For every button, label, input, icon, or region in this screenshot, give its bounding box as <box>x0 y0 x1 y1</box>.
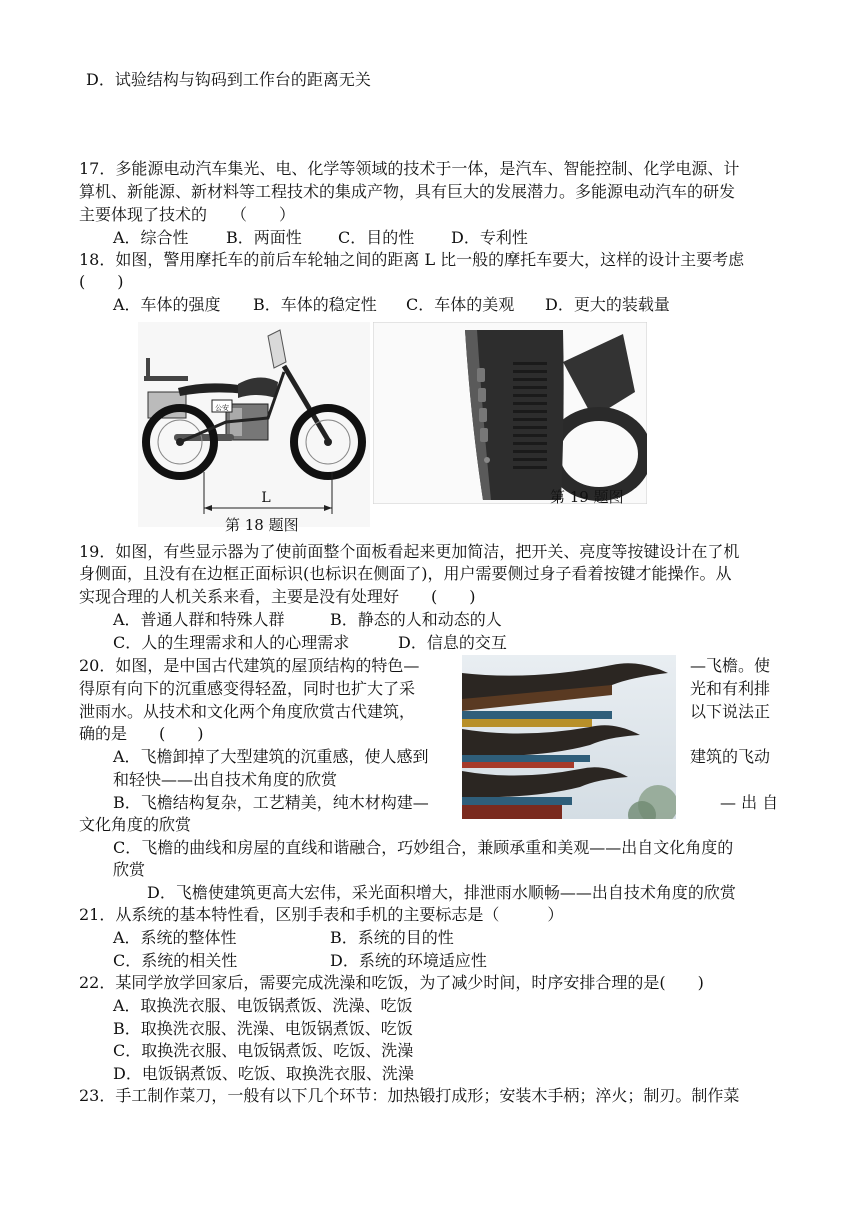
q21-option-c: C．系统的相关性 <box>113 951 238 970</box>
q17-stem-line-1: 17．多能源电动汽车集光、电、化学等领域的技术于一体，是汽车、智能控制、化学电源、计 <box>79 159 740 178</box>
q20-option-b-line-1a: B．飞檐结构复杂，工艺精美，纯木材构建— <box>113 793 429 812</box>
q16-option-d: D．试验结构与钩码到工作台的距离无关 <box>86 70 371 89</box>
plate-text: 公安 <box>215 404 229 412</box>
q19-option-c: C．人的生理需求和人的心理需求 <box>113 633 350 652</box>
q19-stem-line-2: 身侧面，且没有在边框正面标识(也标识在侧面了)，用户需要侧过身子看着按键才能操作。从 <box>79 564 732 583</box>
q20-option-a-line-1b: 建筑的飞动 <box>690 747 771 766</box>
q17-stem-line-2: 算机、新能源、新材料等工程技术的集成产物，具有巨大的发展潜力。多能源电动汽车的研发 <box>79 182 736 201</box>
q18-option-b: B．车体的稳定性 <box>253 295 377 314</box>
q19-option-a: A．普通人群和特殊人群 <box>113 610 285 629</box>
q19-option-d: D．信息的交互 <box>398 633 507 652</box>
q19-option-b: B．静态的人和动态的人 <box>330 610 502 629</box>
dimension-label: L <box>261 490 271 506</box>
q18-option-c: C．车体的美观 <box>406 295 515 314</box>
q20-stem-line-2a: 得原有向下的沉重感变得轻盈，同时也扩大了采 <box>79 679 416 698</box>
q18-option-d: D．更大的装载量 <box>545 295 670 314</box>
q17-option-a: A．综合性 <box>113 228 189 247</box>
q18-options <box>113 294 670 316</box>
q21-option-d: D．系统的环境适应性 <box>330 951 487 970</box>
q22-option-d: D．电饭锅煮饭、吃饭、取换洗衣服、洗澡 <box>113 1064 414 1083</box>
q17-stem-line-3: 主要体现了技术的 （ ） <box>79 205 296 224</box>
q19-stem-line-3: 实现合理的人机关系来看，主要是没有处理好 ( ) <box>79 587 476 606</box>
figure-18-caption: 第 18 题图 <box>225 516 299 534</box>
motorcycle-illustration <box>138 322 370 527</box>
q21-stem: 21．从系统的基本特性看，区别手表和手机的主要标志是（ ） <box>79 905 564 924</box>
monitor-illustration <box>373 322 647 504</box>
q20-stem-line-4: 确的是 ( ) <box>79 724 204 743</box>
q22-stem: 22．某同学放学回家后，需要完成洗澡和吃饭，为了减少时间，时序安排合理的是( ) <box>79 973 704 992</box>
q20-option-b-line-1b: — 出 自 <box>720 793 779 812</box>
q20-option-a-line-1a: A．飞檐卸掉了大型建筑的沉重感，使人感到 <box>113 747 429 766</box>
figure-19-caption: 第 19 题图 <box>550 488 624 506</box>
q17-options <box>113 227 528 249</box>
q20-stem-line-3b: 以下说法正 <box>690 702 771 721</box>
q20-option-c-line-2: 欣赏 <box>113 860 146 879</box>
q23-stem-line-1: 23．手工制作菜刀，一般有以下几个环节：加热锻打成形；安装木手柄；淬火；制刃。制作菜 <box>79 1086 740 1105</box>
q18-option-a: A．车体的强度 <box>113 295 221 314</box>
q20-stem-line-1b: —飞檐。使 <box>690 656 771 675</box>
q17-option-c: C．目的性 <box>338 228 415 247</box>
q22-option-a: A．取换洗衣服、电饭锅煮饭、洗澡、吃饭 <box>113 996 413 1015</box>
q20-option-b-line-2: 文化角度的欣赏 <box>79 815 192 834</box>
q18-stem-line-2: ( ) <box>79 272 124 291</box>
motorcycle-figure <box>138 322 370 527</box>
q21-option-b: B．系统的目的性 <box>330 928 454 947</box>
q20-stem-line-1a: 20．如图，是中国古代建筑的屋顶结构的特色— <box>79 656 420 675</box>
q20-option-d-line-1: D．飞檐使建筑更高大宏伟，采光面积增大，排泄雨水顺畅——出自技术角度的欣赏 <box>147 883 736 902</box>
q20-option-a-line-2: 和轻快——出自技术角度的欣赏 <box>113 770 338 789</box>
q22-option-b: B．取换洗衣服、洗澡、电饭锅煮饭、吃饭 <box>113 1019 413 1038</box>
q20-option-c-line-1: C．飞檐的曲线和房屋的直线和谐融合，巧妙组合，兼顾承重和美观——出自文化角度的 <box>113 838 734 857</box>
q17-option-b: B．两面性 <box>226 228 302 247</box>
q17-option-d: D．专利性 <box>451 228 528 247</box>
q20-stem-line-2b: 光和有利排 <box>690 679 771 698</box>
q18-stem-line-1: 18．如图，警用摩托车的前后车轮轴之间的距离 L 比一般的摩托车要大，这样的设计主要考虑 <box>79 250 745 269</box>
flying-eaves-photo <box>462 655 676 819</box>
q20-stem-line-3a: 泄雨水。从技术和文化两个角度欣赏古代建筑， <box>79 702 416 721</box>
q21-option-a: A．系统的整体性 <box>113 928 237 947</box>
q22-option-c: C．取换洗衣服、电饭锅煮饭、吃饭、洗澡 <box>113 1041 414 1060</box>
monitor-figure <box>373 322 647 504</box>
q19-stem-line-1: 19．如图，有些显示器为了使前面整个面板看起来更加简洁，把开关、亮度等按键设计在了机 <box>79 542 740 561</box>
flying-eaves-illustration <box>462 655 676 819</box>
